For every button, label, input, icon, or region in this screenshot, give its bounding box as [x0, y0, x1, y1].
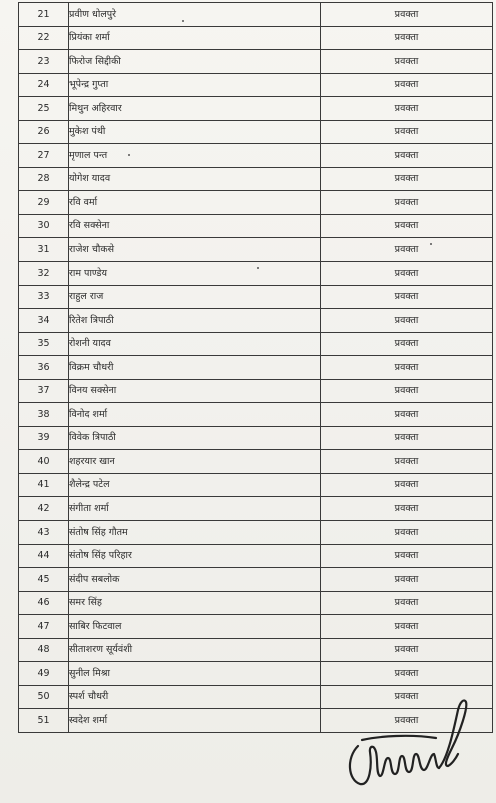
role-cell: प्रवक्ता [321, 544, 493, 568]
role-cell: प्रवक्ता [321, 144, 493, 168]
table-row [19, 356, 493, 380]
serial-number-cell: 31 [19, 238, 69, 262]
serial-number-cell: 48 [19, 638, 69, 662]
table-row [19, 450, 493, 474]
table-row [19, 73, 493, 97]
table-row [19, 144, 493, 168]
serial-number-cell: 41 [19, 473, 69, 497]
paper-speck [257, 267, 259, 269]
table-row [19, 120, 493, 144]
serial-number-cell: 35 [19, 332, 69, 356]
table-row [19, 97, 493, 121]
role-cell: प्रवक्ता [321, 473, 493, 497]
role-cell: प्रवक्ता [321, 50, 493, 74]
role-cell: प्रवक्ता [321, 568, 493, 592]
role-cell: प्रवक्ता [321, 97, 493, 121]
serial-number-cell: 29 [19, 191, 69, 215]
person-name-cell: मृणाल पन्त [69, 144, 321, 168]
person-name-cell: संतोष सिंह गौतम [69, 521, 321, 545]
serial-number-cell: 47 [19, 615, 69, 639]
table-row [19, 332, 493, 356]
serial-number-cell: 27 [19, 144, 69, 168]
serial-number-cell: 26 [19, 120, 69, 144]
person-name-cell: सीताशरण सूर्यवंशी [69, 638, 321, 662]
person-name-cell: स्वदेश शर्मा [69, 709, 321, 733]
table-row [19, 262, 493, 286]
person-name-cell: समर सिंह [69, 591, 321, 615]
role-cell: प्रवक्ता [321, 709, 493, 733]
serial-number-cell: 51 [19, 709, 69, 733]
serial-number-cell: 40 [19, 450, 69, 474]
serial-number-cell: 25 [19, 97, 69, 121]
role-cell: प्रवक्ता [321, 662, 493, 686]
table-row [19, 50, 493, 74]
person-name-cell: साबिर फिटवाल [69, 615, 321, 639]
serial-number-cell: 42 [19, 497, 69, 521]
signature-icon [340, 688, 470, 793]
role-cell: प्रवक्ता [321, 356, 493, 380]
role-cell: प्रवक्ता [321, 591, 493, 615]
role-cell: प्रवक्ता [321, 26, 493, 50]
role-cell: प्रवक्ता [321, 120, 493, 144]
person-name-cell: सुनील मिश्रा [69, 662, 321, 686]
person-name-cell: विनोद शर्मा [69, 403, 321, 427]
role-cell: प्रवक्ता [321, 167, 493, 191]
table-row [19, 309, 493, 333]
person-name-cell: रवि वर्मा [69, 191, 321, 215]
table-row [19, 26, 493, 50]
person-name-cell: संतोष सिंह परिहार [69, 544, 321, 568]
serial-number-cell: 33 [19, 285, 69, 309]
serial-number-cell: 37 [19, 379, 69, 403]
paper-speck [128, 154, 130, 156]
table-row [19, 167, 493, 191]
role-cell: प्रवक्ता [321, 73, 493, 97]
table-row [19, 403, 493, 427]
table-row [19, 285, 493, 309]
person-name-cell: संदीप सबलोक [69, 568, 321, 592]
role-cell: प्रवक्ता [321, 3, 493, 27]
table-row [19, 615, 493, 639]
role-cell: प्रवक्ता [321, 403, 493, 427]
person-name-cell: संगीता शर्मा [69, 497, 321, 521]
role-cell: प्रवक्ता [321, 638, 493, 662]
person-name-cell: फिरोज सिद्दीकी [69, 50, 321, 74]
person-name-cell: राजेश चौकसे [69, 238, 321, 262]
paper-speck [182, 20, 184, 22]
serial-number-cell: 32 [19, 262, 69, 286]
person-name-cell: विनय सक्सेना [69, 379, 321, 403]
serial-number-cell: 36 [19, 356, 69, 380]
table-row [19, 521, 493, 545]
serial-number-cell: 21 [19, 3, 69, 27]
person-name-cell: राहुल राज [69, 285, 321, 309]
role-cell: प्रवक्ता [321, 521, 493, 545]
person-name-cell: विवेक त्रिपाठी [69, 426, 321, 450]
role-cell: प्रवक्ता [321, 426, 493, 450]
serial-number-cell: 30 [19, 214, 69, 238]
serial-number-cell: 39 [19, 426, 69, 450]
role-cell: प्रवक्ता [321, 238, 493, 262]
serial-number-cell: 46 [19, 591, 69, 615]
role-cell: प्रवक्ता [321, 214, 493, 238]
table-row [19, 497, 493, 521]
person-name-cell: विक्रम चौधरी [69, 356, 321, 380]
person-name-cell: स्पर्श चौधरी [69, 685, 321, 709]
person-name-cell: प्रियंका शर्मा [69, 26, 321, 50]
role-cell: प्रवक्ता [321, 191, 493, 215]
person-name-cell: मिथुन अहिरवार [69, 97, 321, 121]
role-cell: प्रवक्ता [321, 450, 493, 474]
table-row [19, 238, 493, 262]
table-row [19, 379, 493, 403]
person-name-cell: प्रवीण धोलपुरे [69, 3, 321, 27]
serial-number-cell: 34 [19, 309, 69, 333]
serial-number-cell: 23 [19, 50, 69, 74]
person-name-cell: राम पाण्डेय [69, 262, 321, 286]
serial-number-cell: 22 [19, 26, 69, 50]
serial-number-cell: 43 [19, 521, 69, 545]
serial-number-cell: 38 [19, 403, 69, 427]
person-name-cell: रवि सक्सेना [69, 214, 321, 238]
role-cell: प्रवक्ता [321, 309, 493, 333]
table-row [19, 191, 493, 215]
table-row [19, 568, 493, 592]
person-name-cell: शैलेन्द्र पटेल [69, 473, 321, 497]
serial-number-cell: 24 [19, 73, 69, 97]
paper-speck [430, 243, 432, 245]
serial-number-cell: 49 [19, 662, 69, 686]
role-cell: प्रवक्ता [321, 262, 493, 286]
table-row [19, 214, 493, 238]
role-cell: प्रवक्ता [321, 332, 493, 356]
table-row [19, 638, 493, 662]
serial-number-cell: 28 [19, 167, 69, 191]
person-name-cell: भूपेन्द्र गुप्ता [69, 73, 321, 97]
table-row [19, 544, 493, 568]
person-name-cell: शहरयार खान [69, 450, 321, 474]
role-cell: प्रवक्ता [321, 285, 493, 309]
person-name-cell: रितेश त्रिपाठी [69, 309, 321, 333]
table-row [19, 591, 493, 615]
person-name-cell: रोशनी यादव [69, 332, 321, 356]
role-cell: प्रवक्ता [321, 497, 493, 521]
table-row [19, 662, 493, 686]
person-name-cell: योगेश यादव [69, 167, 321, 191]
table-row [19, 3, 493, 27]
table-row [19, 473, 493, 497]
serial-number-cell: 44 [19, 544, 69, 568]
role-cell: प्रवक्ता [321, 615, 493, 639]
person-name-cell: मुकेश पंथी [69, 120, 321, 144]
table-body [19, 3, 493, 733]
spokesperson-table [18, 2, 493, 733]
serial-number-cell: 45 [19, 568, 69, 592]
role-cell: प्रवक्ता [321, 379, 493, 403]
role-cell: प्रवक्ता [321, 685, 493, 709]
serial-number-cell: 50 [19, 685, 69, 709]
table-row [19, 426, 493, 450]
